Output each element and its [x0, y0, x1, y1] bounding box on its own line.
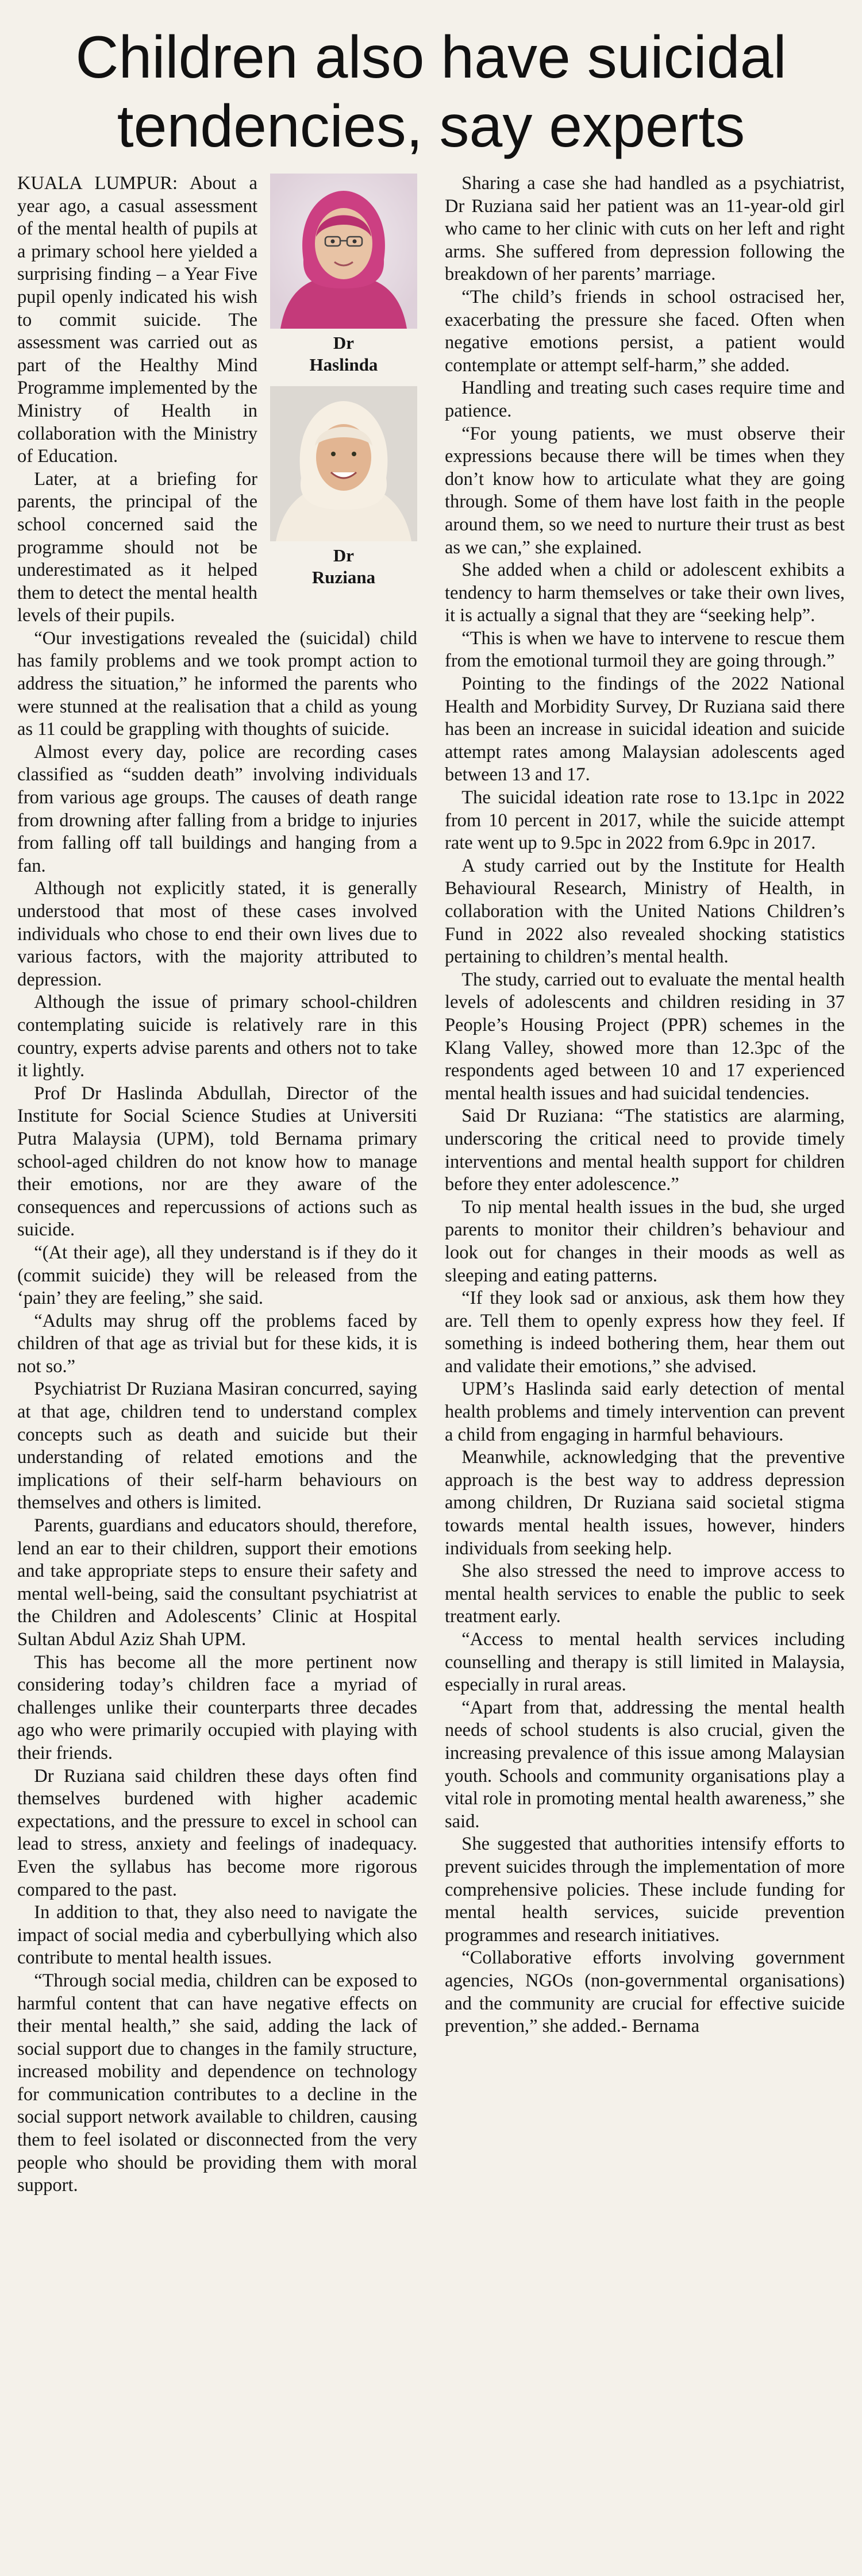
article-column-left [17, 172, 417, 2565]
article-paragraph: Later, at a briefing for parents, the principal of the school concerned said the programme should not be underestimated as it helped them to detect the mental health levels of their pupils. [17, 468, 257, 626]
caption-name: Haslinda [309, 355, 378, 375]
article-paragraph: To nip mental health issues in the bud, she urged parents to monitor their children’s behaviour and look out for changes in their moods as well as sleeping and eating patterns. [445, 1196, 845, 1286]
caption-title: Dr [333, 545, 355, 565]
article-paragraph: Prof Dr Haslinda Abdullah, Director of the Institute for Social Science Studies at Universiti Putra Malaysia (UPM), told Bernama primary school-aged children do not know how to manage their emotions, nor are they aware of the consequences and repercussions of actions such as suicide. [17, 1083, 417, 1241]
article-paragraph: Pointing to the findings of the 2022 National Health and Morbidity Survey, Dr Ruziana said there has been an increase in suicidal ideation and suicide attempt rates among Malaysian adolescents aged between 13 and 17. [445, 673, 845, 785]
article-paragraph: Almost every day, police are recording cases classified as “sudden death” involving individuals from various age groups. The causes of death range from drowning after falling from a bridge to injuries from falling off tall buildings and hanging from a fan. [17, 741, 417, 876]
article-paragraph: “Collaborative efforts involving government agencies, NGOs (non-governmental organisations) and the community are crucial for effective suicide prevention,” she added.- Bernama [445, 1947, 845, 2037]
article-paragraph: Meanwhile, acknowledging that the preventive approach is the best way to address depression among children, Dr Ruziana said societal stigma towards mental health issues, however, hinders individuals from seeking help. [445, 1447, 845, 1559]
article-paragraph: “For young patients, we must observe their expressions because there will be times when they don’t know how to articulate what they are going through. Some of them have lost faith in the people around them, so we need to nurture their trust as best as we can,” she explained. [445, 423, 845, 558]
article-paragraph: A study carried out by the Institute for Health Behavioural Research, Ministry of Health, in collaboration with the United Nations Children’s Fund in 2022 also revealed shocking statistics pertaining to children’s mental health. [445, 855, 845, 968]
photo-dr-ruziana [270, 386, 417, 541]
article-paragraph: Sharing a case she had handled as a psychiatrist, Dr Ruziana said her patient was an 11-year-old girl who came to her clinic with cuts on her left and right arms. She suffered from depression following the breakdown of her parents’ marriage. [445, 173, 845, 285]
article-body [17, 172, 845, 2565]
article-paragraph: UPM’s Haslinda said early detection of mental health problems and timely intervention can prevent a child from engaging in harmful behaviours. [445, 1379, 845, 1445]
article-paragraph: “This is when we have to intervene to rescue them from the emotional turmoil they are going through.” [445, 627, 845, 672]
photo-sidebar [270, 174, 417, 599]
article-paragraph: Handling and treating such cases require time and patience. [445, 378, 845, 421]
article-paragraph: Psychiatrist Dr Ruziana Masiran concurred, saying at that age, children tend to understand complex concepts such as death and suicide but their understanding of related emotions and the implications of their self-harm behaviours on themselves and others is limited. [17, 1379, 417, 1514]
article-paragraph: Although not explicitly stated, it is generally understood that most of these cases involved individuals who chose to end their own lives due to various factors, with the majority attributed to depression. [17, 878, 417, 990]
article-paragraph: She added when a child or adolescent exhibits a tendency to harm themselves or take their own lives, it is actually a signal that they are “seeking help”. [445, 560, 845, 626]
article-paragraph: Although the issue of primary school-children contemplating suicide is relatively rare in this country, experts advise parents and others not to take it lightly. [17, 992, 417, 1081]
article-paragraph: “Apart from that, addressing the mental health needs of school students is also crucial, given the increasing prevalence of this issue among Malaysian youth. Schools and community organisations play a vital role in promoting mental health awareness,” she said. [445, 1697, 845, 1832]
article-paragraph: This has become all the more pertinent now considering today’s children face a myriad of challenges unlike their counterparts three decades ago who were primarily occupied with playing with their friends. [17, 1651, 417, 1763]
article-paragraph: Said Dr Ruziana: “The statistics are alarming, underscoring the critical need to provide timely interventions and mental health support for children before they enter adolescence.” [445, 1106, 845, 1195]
caption-dr-ruziana [270, 545, 417, 588]
article-paragraph: “The child’s friends in school ostracised her, exacerbating the pressure she faced. Often when negative emotions persist, a patient would contemplate or attempt self-harm,” she added. [445, 286, 845, 376]
article-paragraph: Parents, guardians and educators should, therefore, lend an ear to their children, support their emotions and take appropriate steps to ensure their safety and mental well-being, said the consultant psychiatrist at the Children and Adolescents’ Clinic at Hospital Sultan Abdul Aziz Shah UPM. [17, 1515, 417, 1650]
article-paragraph: “If they look sad or anxious, ask them how they are. Tell them to openly express how they feel. If something is indeed bothering them, hear them out and validate their emotions,” she advised. [445, 1288, 845, 1377]
dateline: KUALA LUMPUR: [17, 173, 178, 194]
paragraph-text: About a year ago, a casual assessment of the mental health of pupils at a primary school here yielded a surprising finding – a Year Five pupil openly indicated his wish to commit suicide. The assessment was carried out as part of the Healthy Mind Programme implemented by the Ministry of Health in collaboration with the Ministry of Education. [17, 173, 257, 467]
article-paragraph: She also stressed the need to improve access to mental health services to enable the public to seek treatment early. [445, 1561, 845, 1627]
article-paragraph: The study, carried out to evaluate the mental health levels of adolescents and children residing in 37 People’s Housing Project (PPR) schemes in the Klang Valley, showed more than 12.3pc of the respondents aged between 10 and 17 experienced mental health issues and had suicidal tendencies. [445, 969, 845, 1104]
article-paragraph: She suggested that authorities intensify efforts to prevent suicides through the implementation of more comprehensive policies. These include funding for mental health services, suicide prevention programmes and research initiatives. [445, 1834, 845, 1946]
article-paragraph: Dr Ruziana said children these days often find themselves burdened with higher academic expectations, and the pressure to excel in school can lead to stress, anxiety and feelings of inadequacy. Even the syllabus has become more rigorous compared to the past. [17, 1765, 417, 1900]
caption-title: Dr [333, 333, 355, 353]
article-paragraph: The suicidal ideation rate rose to 13.1pc in 2022 from 10 percent in 2017, while the suicide attempt rate went up to 9.5pc in 2022 from 6.9pc in 2017. [445, 787, 845, 854]
article-paragraph: “Through social media, children can be exposed to harmful content that can have negative effects on their mental health,” she said, adding the lack of social support due to changes in the family structure, increased mobility and dependence on technology for communication contributes to a decline in the social support network available to children, causing them to feel isolated or disconnected from the very people who should be providing them with moral support. [17, 1970, 417, 2196]
article-paragraph: In addition to that, they also need to navigate the impact of social media and cyberbullying which also contribute to mental health issues. [17, 1902, 417, 1969]
article-paragraph: “(At their age), all they understand is if they do it (commit suicide) they will be released from the ‘pain’ they are feeling,” she said. [17, 1242, 417, 1309]
headline: Children also have suicidal tendencies, say experts [75, 24, 787, 160]
article-paragraph: “Adults may shrug off the problems faced by children of that age as trivial but for these kids, it is not so.” [17, 1310, 417, 1377]
article-paragraph: “Access to mental health services including counselling and therapy is still limited in Malaysia, especially in rural areas. [445, 1629, 845, 1696]
caption-dr-haslinda [270, 332, 417, 376]
photo-dr-haslinda [270, 174, 417, 329]
caption-name: Ruziana [311, 567, 376, 587]
article-paragraph: “Our investigations revealed the (suicidal) child has family problems and we took prompt action to address the situation,” he informed the parents who were stunned at the realisation that a child as young as 11 could be grappling with thoughts of suicide. [17, 627, 417, 740]
article-column-right [445, 172, 845, 2565]
